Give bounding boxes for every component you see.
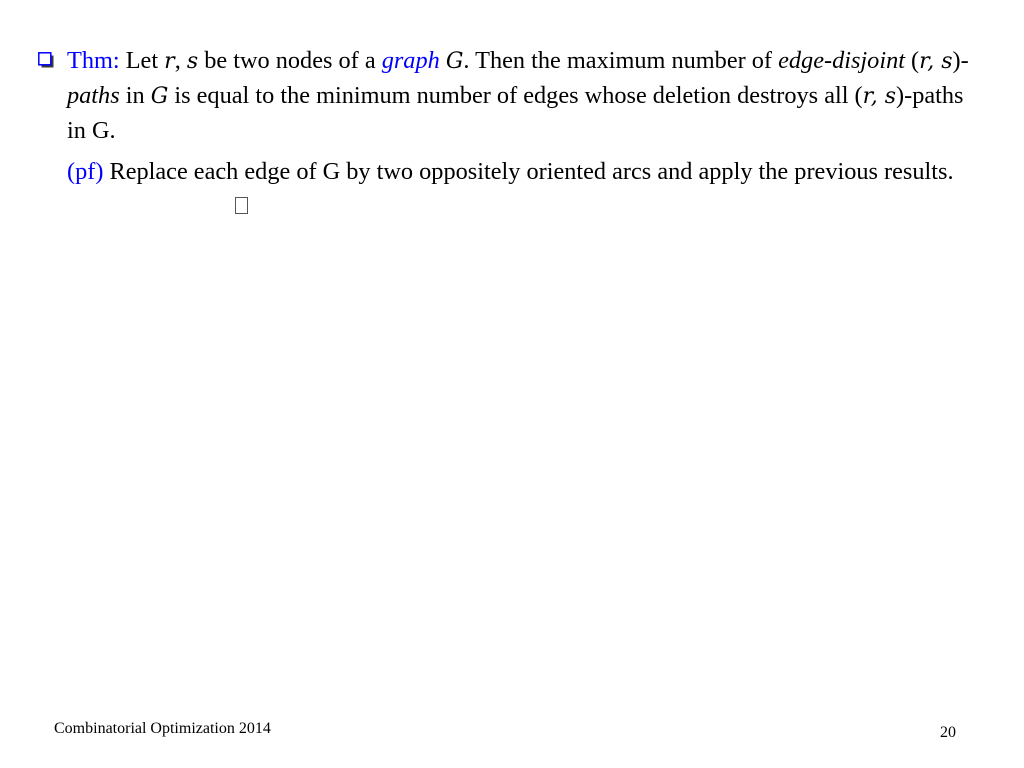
- theorem-bullet: [38, 44, 988, 223]
- qed-box-icon: [235, 197, 248, 214]
- theorem-text: (: [904, 47, 920, 74]
- footer-course-title: Combinatorial Optimization 2014: [54, 720, 271, 737]
- italic-term: edge-disjoint: [778, 47, 905, 74]
- theorem-text: ): [952, 47, 961, 74]
- proof-text: Replace each edge of G by two oppositely oriented arcs and apply the previous results.: [103, 158, 954, 185]
- theorem-text: Let: [125, 47, 165, 74]
- theorem-text: is equal to the minimum number of edges whose deletion destroys all (: [168, 82, 863, 109]
- theorem-text: be two nodes of a: [198, 47, 382, 74]
- theorem-text: . Then the maximum number of: [463, 47, 779, 74]
- proof-paragraph: [67, 155, 988, 223]
- hollow-square-bullet-icon: [38, 52, 55, 69]
- math-symbol: G: [150, 84, 169, 109]
- italic-term: -paths: [67, 47, 969, 109]
- math-symbol: r: [164, 49, 175, 74]
- highlighted-term: graph: [381, 47, 440, 74]
- math-symbol: G: [445, 49, 464, 74]
- math-symbol: r, s: [862, 84, 897, 109]
- theorem-text: )-paths in G.: [67, 82, 964, 144]
- proof-label: (pf): [67, 158, 104, 185]
- math-symbol: r, s: [919, 49, 953, 74]
- theorem-statement: [67, 44, 988, 148]
- theorem-text: in: [119, 82, 151, 109]
- theorem-text: ,: [174, 47, 187, 74]
- page-number: 20: [940, 724, 956, 741]
- theorem-label: Thm:: [67, 47, 120, 74]
- math-symbol: s: [186, 49, 199, 74]
